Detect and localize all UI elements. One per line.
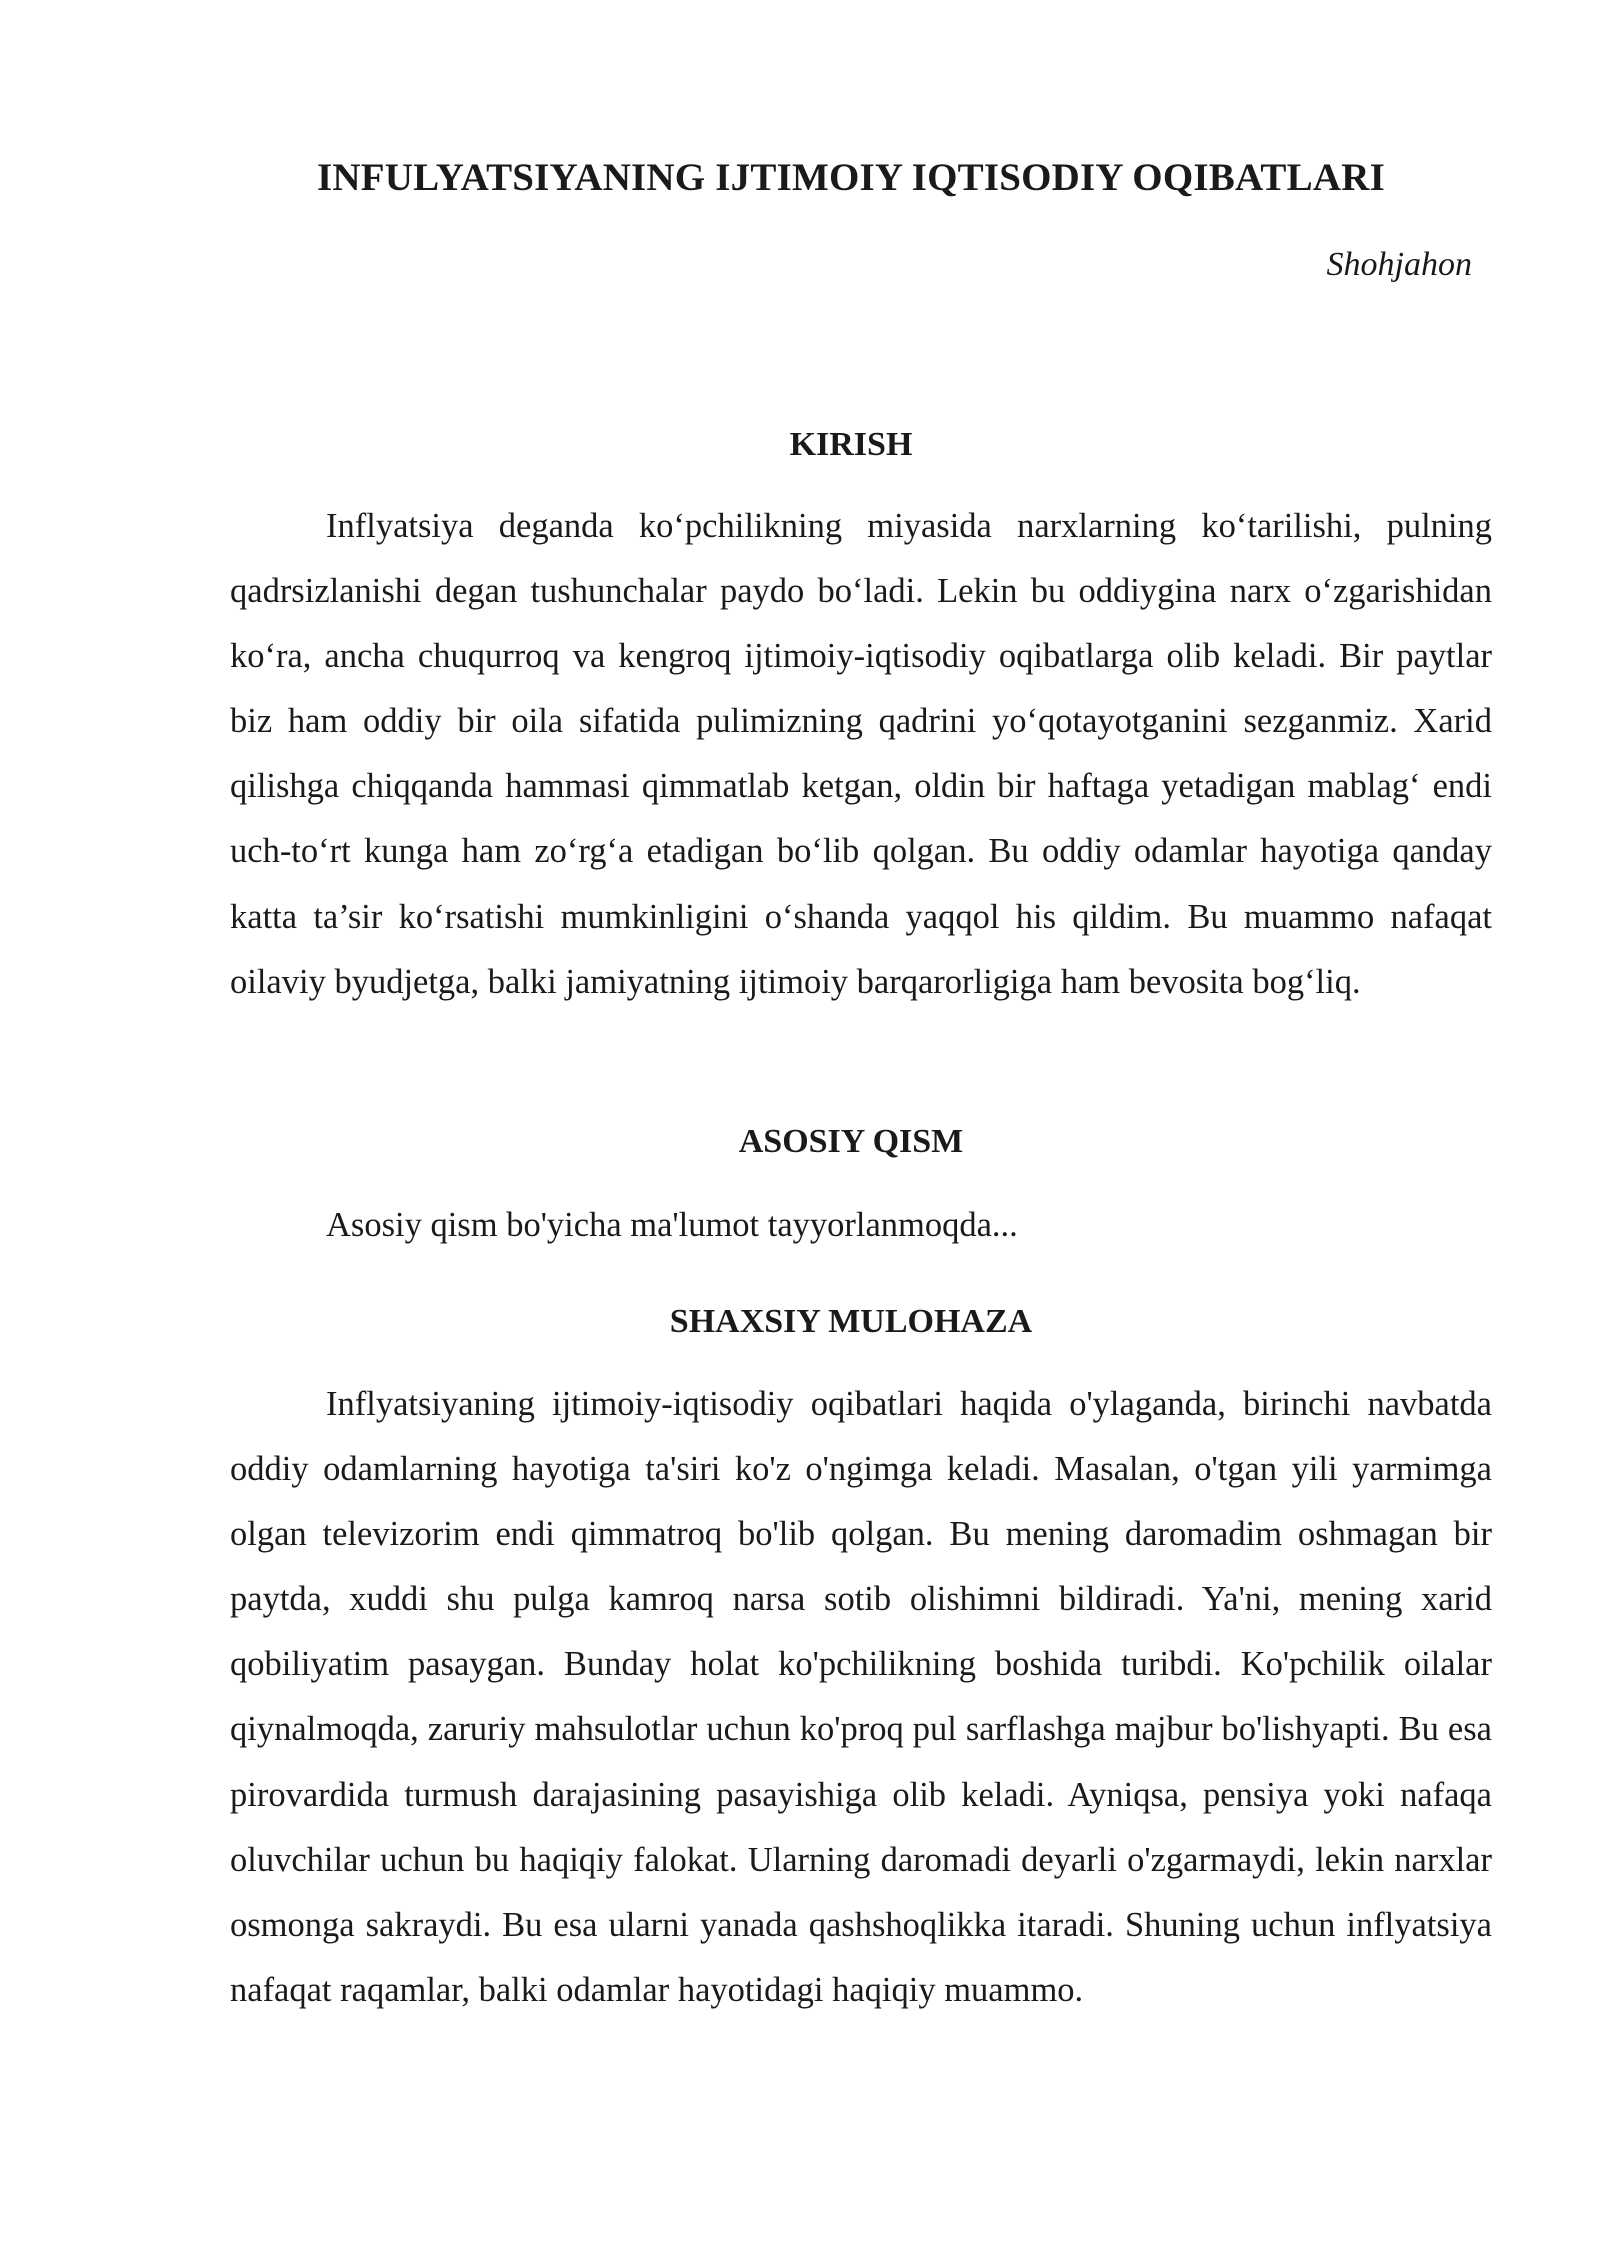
author-name: Shohjahon	[1326, 246, 1472, 283]
document-title: INFULYATSIYANING IJTIMOIY IQTISODIY OQIBATLARI	[317, 156, 1385, 199]
section-heading-kirish: KIRISH	[789, 426, 913, 463]
section-heading-shaxsiy-mulohaza: SHAXSIY MULOHAZA	[669, 1303, 1033, 1340]
section-paragraph-asosiy-qism: Asosiy qism bo'yicha ma'lumot tayyorlanmoqda...	[326, 1206, 1018, 1244]
section-paragraph-shaxsiy-mulohaza: Inflyatsiyaning ijtimoiy-iqtisodiy oqibatlari haqida o'ylaganda, birinchi navbatda oddiy odamlarning hayotiga ta'siri ko'z o'ngimga keladi. Masalan, o'tgan yili yarmimga olgan televizorim endi qimmatroq bo'lib qolgan. Bu mening daromadim oshmagan bir paytda, xuddi shu pulga kamroq narsa sotib olishimni bildiradi. Ya'ni, mening xarid qobiliyatim pasaygan. Bunday holat ko'pchilikning boshida turibdi. Ko'pchilik oilalar qiynalmoqda, zaruriy mahsulotlar uchun ko'proq pul sarflashga majbur bo'lishyapti. Bu esa pirovardida turmush darajasining pasayishiga olib keladi. Ayniqsa, pensiya yoki nafaqa oluvchilar uchun bu haqiqiy falokat. Ularning daromadi deyarli o'zgarmaydi, lekin narxlar osmonga sakraydi. Bu esa ularni yanada qashshoqlikka itaradi. Shuning uchun inflyatsiya nafaqat raqamlar, balki odamlar hayotidagi haqiqiy muammo.	[230, 1385, 1492, 2009]
section-paragraph-kirish: Inflyatsiya deganda ko‘pchilikning miyasida narxlarning ko‘tarilishi, pulning qadrsizlanishi degan tushunchalar paydo bo‘ladi. Lekin bu oddiygina narx o‘zgarishidan ko‘ra, ancha chuqurroq va kengroq ijtimoiy-iqtisodiy oqibatlarga olib keladi. Bir paytlar biz ham oddiy bir oila sifatida pulimizning qadrini yo‘qotayotganini sezganmiz. Xarid qilishga chiqqanda hammasi qimmatlab ketgan, oldin bir haftaga yetadigan mablag‘ endi uch-to‘rt kunga ham zo‘rg‘a etadigan bo‘lib qolgan. Bu oddiy odamlar hayotiga qanday katta ta’sir ko‘rsatishi mumkinligini o‘shanda yaqqol his qildim. Bu muammo nafaqat oilaviy byudjetga, balki jamiyatning ijtimoiy barqarorligiga ham bevosita bog‘liq.	[230, 507, 1492, 1001]
section-heading-asosiy-qism: ASOSIY QISM	[738, 1123, 964, 1160]
